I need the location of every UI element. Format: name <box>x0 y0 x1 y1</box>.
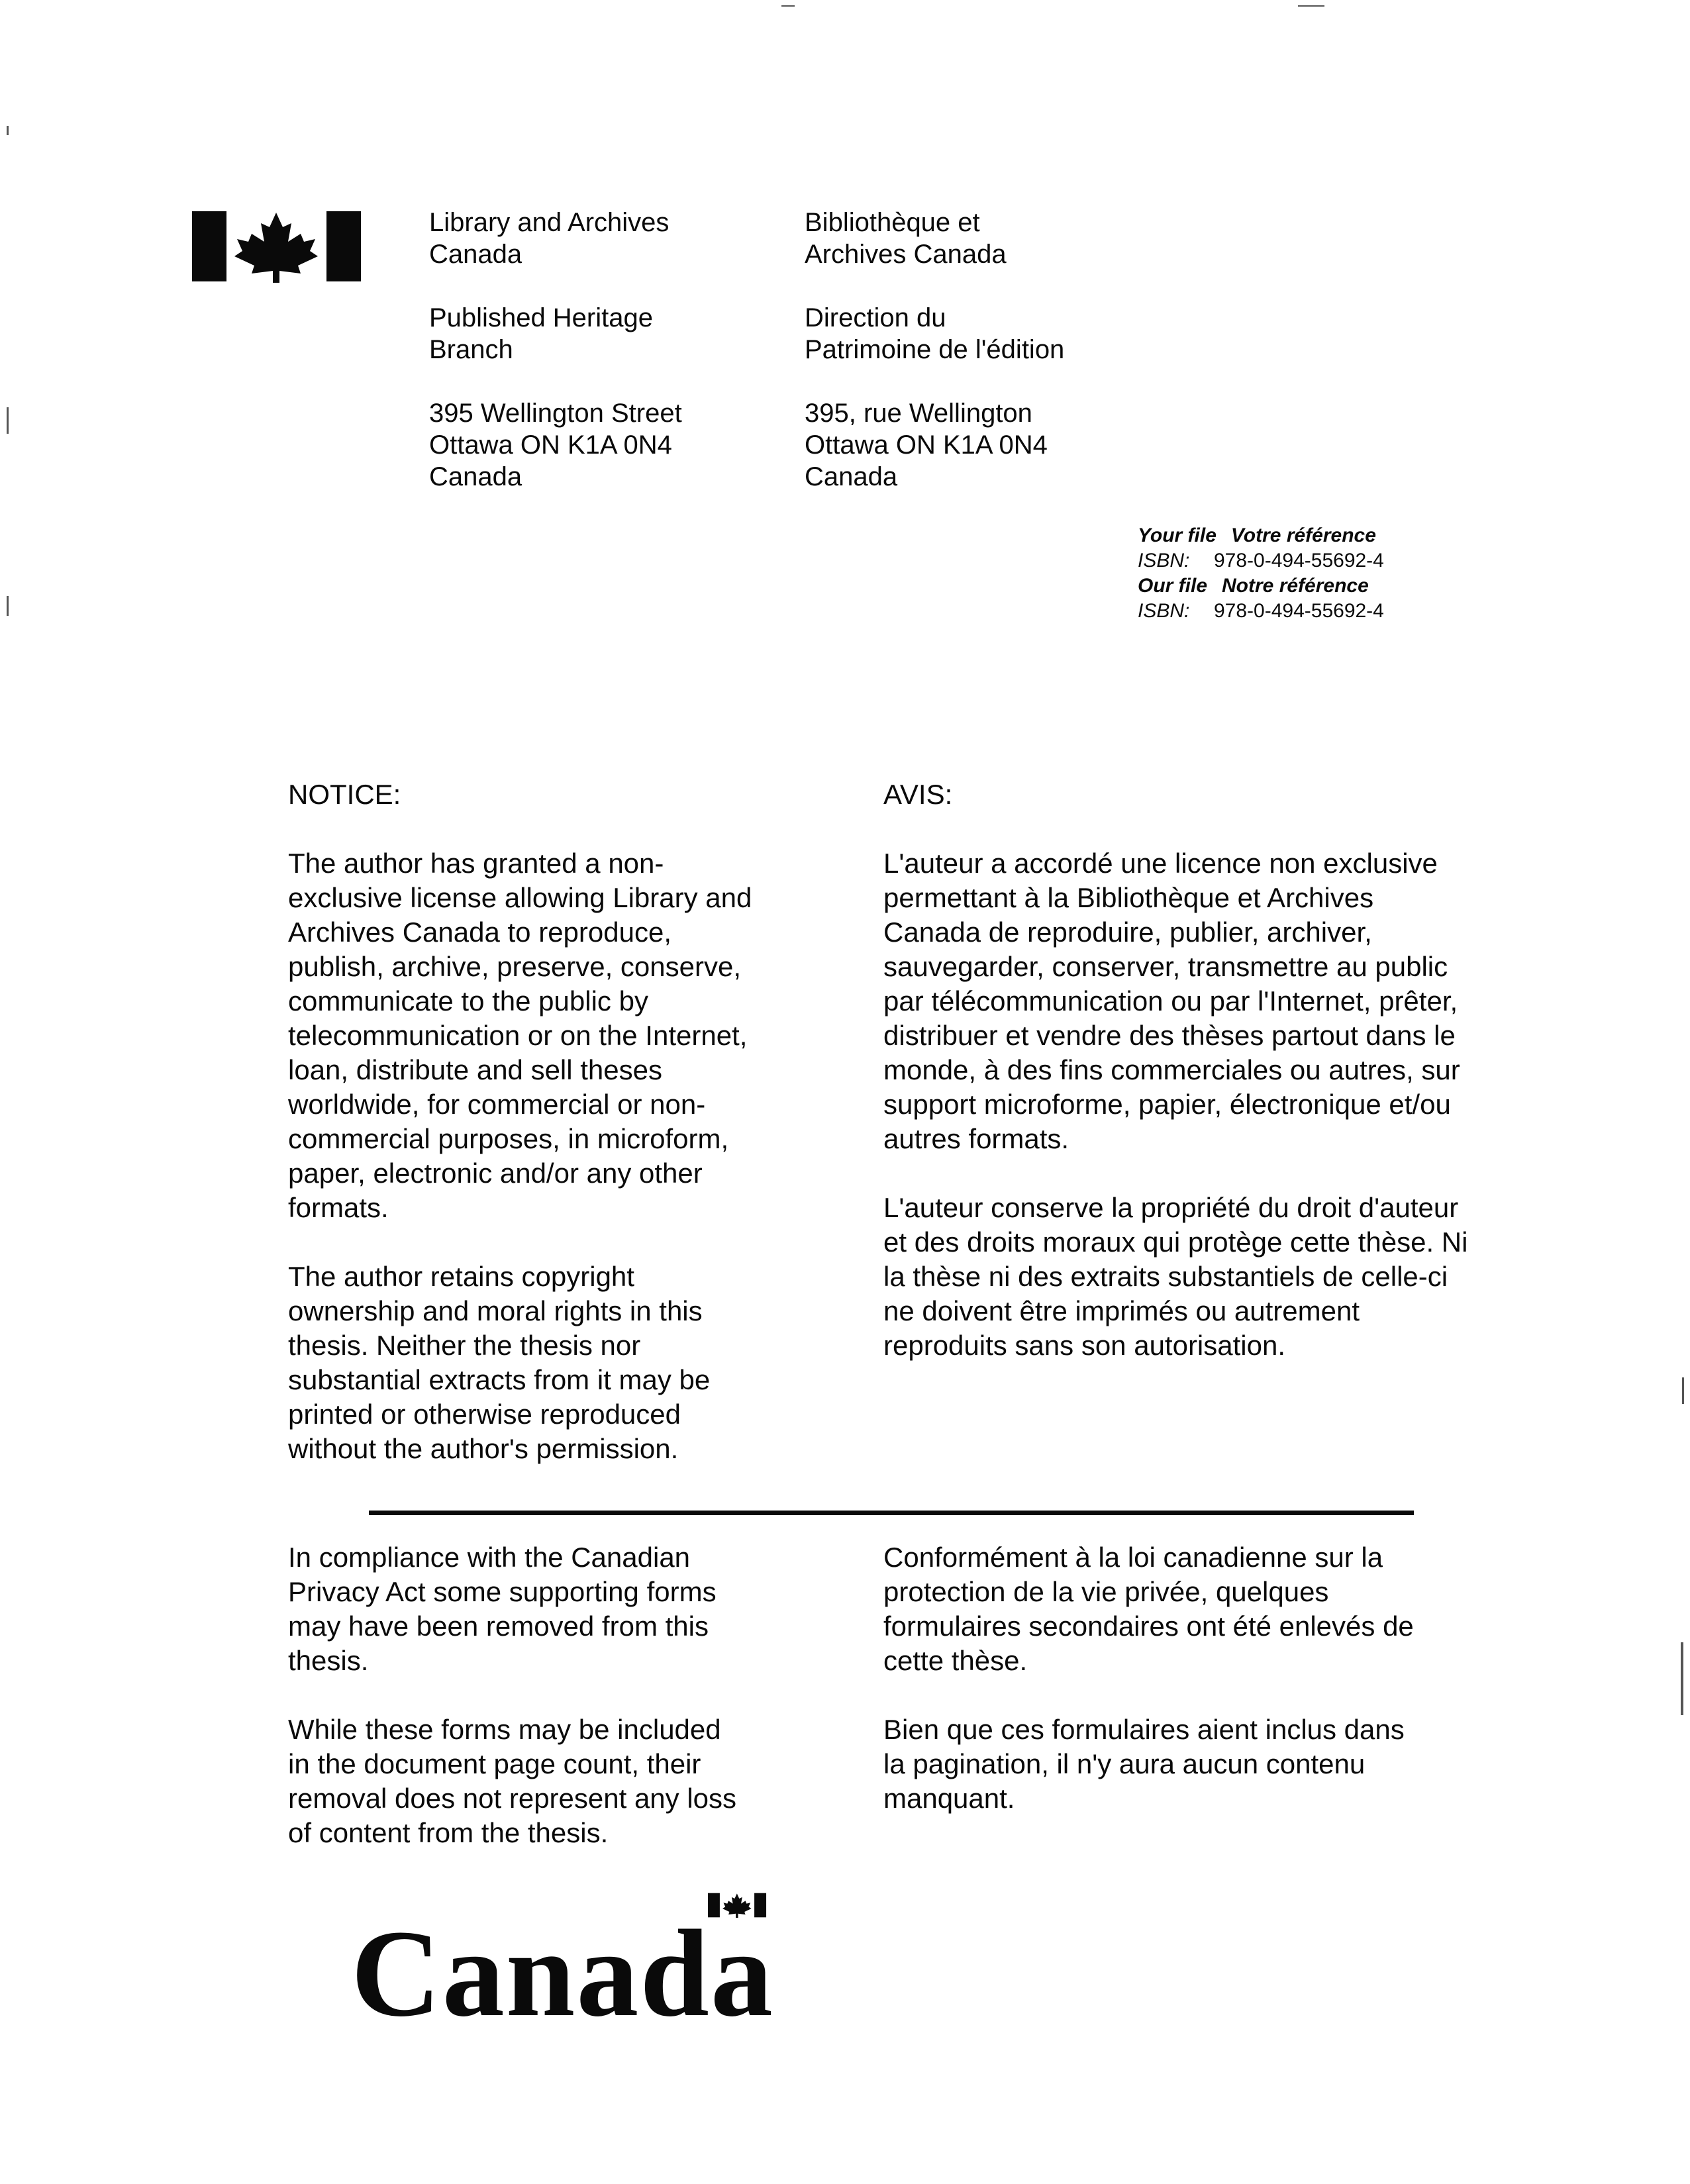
text-line: 395, rue Wellington <box>805 399 1032 428</box>
notice-text <box>288 846 752 1466</box>
text-line: la pagination, il n'y aura aucun contenu <box>883 1748 1366 1779</box>
file-references <box>1138 523 1384 624</box>
text-line: manquant. <box>883 1783 1015 1814</box>
scan-artifact <box>7 126 9 135</box>
text-line: la thèse ni des extraits substantiels de celle-ci <box>883 1261 1448 1292</box>
text-line: thesis. Neither the thesis nor <box>288 1330 641 1361</box>
header-english <box>429 207 682 493</box>
paragraph <box>883 1540 1414 1678</box>
isbn-value: 978-0-494-55692-4 <box>1214 600 1384 622</box>
paragraph <box>288 1540 736 1678</box>
header-address-block <box>429 397 682 493</box>
text-line: cette thèse. <box>883 1645 1028 1676</box>
text-line: protection de la vie privée, quelques <box>883 1576 1329 1607</box>
text-line: distribuer et vendre des thèses partout dans le <box>883 1020 1456 1051</box>
maple-leaf-icon <box>192 210 361 283</box>
text-line: paper, electronic and/or any other <box>288 1158 703 1189</box>
text-line: 395 Wellington Street <box>429 399 682 428</box>
paragraph <box>288 1712 736 1850</box>
isbn-line-2 <box>1138 599 1384 624</box>
text-line: publish, archive, preserve, conserve, <box>288 951 741 982</box>
text-line: commercial purposes, in microform, <box>288 1123 729 1154</box>
text-line: communicate to the public by <box>288 985 648 1017</box>
text-line: permettant à la Bibliothèque et Archives <box>883 882 1374 913</box>
privacy-notice-english <box>288 1540 736 1850</box>
text-line: par télécommunication ou par l'Internet, prêter, <box>883 985 1458 1017</box>
text-line: Canada <box>429 462 522 491</box>
text-line: formats. <box>288 1192 389 1223</box>
scan-artifact <box>1681 1642 1683 1715</box>
text-line: in the document page count, their <box>288 1748 701 1779</box>
canada-wordmark: Canada <box>351 1904 774 2042</box>
header-address-block <box>805 397 1064 493</box>
text-line: substantial extracts from it may be <box>288 1364 711 1395</box>
divider-rule <box>369 1511 1414 1515</box>
text-line: In compliance with the Canadian <box>288 1542 691 1573</box>
header-address-block <box>429 302 682 366</box>
text-line: Privacy Act some supporting forms <box>288 1576 717 1607</box>
isbn-value: 978-0-494-55692-4 <box>1214 550 1384 571</box>
scan-artifact <box>781 5 795 7</box>
text-line: et des droits moraux qui protège cette thèse. Ni <box>883 1226 1468 1258</box>
header-address-block <box>429 207 682 270</box>
text-line: Ottawa ON K1A 0N4 <box>805 430 1048 460</box>
text-line: Patrimoine de l'édition <box>805 335 1065 364</box>
text-line: may have been removed from this <box>288 1611 709 1642</box>
privacy-notice-french <box>883 1540 1414 1816</box>
text-line: ne doivent être imprimés ou autrement <box>883 1295 1360 1326</box>
text-line: exclusive license allowing Library and <box>288 882 752 913</box>
text-line: Conformément à la loi canadienne sur la <box>883 1542 1383 1573</box>
text-line: Canada <box>429 240 522 269</box>
scan-artifact <box>1298 5 1324 7</box>
text-line: removal does not represent any loss <box>288 1783 737 1814</box>
paragraph <box>288 846 752 1225</box>
canada-flag-symbol <box>192 210 361 283</box>
text-line: autres formats. <box>883 1123 1069 1154</box>
header-address-block <box>805 302 1064 366</box>
text-line: monde, à des fins commerciales ou autres, sur <box>883 1054 1460 1085</box>
votre-reference-label: Votre référence <box>1230 524 1376 546</box>
notre-reference-label: Notre référence <box>1222 575 1369 597</box>
paragraph <box>288 1260 752 1466</box>
text-line: The author retains copyright <box>288 1261 634 1292</box>
paragraph <box>883 1191 1467 1363</box>
isbn-line-1 <box>1138 548 1384 573</box>
isbn-label: ISBN: <box>1138 600 1190 622</box>
text-line: support microforme, papier, électronique et/ou <box>883 1089 1451 1120</box>
text-line: Library and Archives <box>429 208 670 237</box>
your-file-label: Your file <box>1138 524 1217 546</box>
header-french <box>805 207 1064 493</box>
our-file-label: Our file <box>1138 575 1208 597</box>
text-line: Archives Canada <box>805 240 1007 269</box>
text-line: sauvegarder, conserver, transmettre au public <box>883 951 1448 982</box>
our-file-line <box>1138 573 1384 599</box>
text-line: Archives Canada to reproduce, <box>288 917 671 948</box>
scan-artifact <box>7 596 9 616</box>
notice-heading: NOTICE: <box>288 779 401 810</box>
text-line: The author has granted a non- <box>288 848 664 879</box>
avis-text <box>883 846 1467 1363</box>
your-file-line <box>1138 523 1384 548</box>
text-line: formulaires secondaires ont été enlevés de <box>883 1611 1414 1642</box>
text-line: telecommunication or on the Internet, <box>288 1020 748 1051</box>
text-line: of content from the thesis. <box>288 1817 609 1848</box>
text-line: thesis. <box>288 1645 369 1676</box>
text-line: Bibliothèque et <box>805 208 980 237</box>
avis-heading: AVIS: <box>883 779 953 810</box>
text-line: L'auteur a accordé une licence non exclusive <box>883 848 1438 879</box>
text-line: Branch <box>429 335 513 364</box>
text-line: worldwide, for commercial or non- <box>288 1089 706 1120</box>
text-line: Canada <box>805 462 898 491</box>
text-line: L'auteur conserve la propriété du droit d'auteur <box>883 1192 1459 1223</box>
text-line: printed or otherwise reproduced <box>288 1399 681 1430</box>
paragraph <box>883 846 1467 1156</box>
text-line: without the author's permission. <box>288 1433 679 1464</box>
scan-artifact <box>1682 1377 1684 1404</box>
text-line: reproduits sans son autorisation. <box>883 1330 1286 1361</box>
text-line: Canada de reproduire, publier, archiver, <box>883 917 1372 948</box>
text-line: loan, distribute and sell theses <box>288 1054 663 1085</box>
scan-artifact <box>7 407 9 434</box>
paragraph <box>883 1712 1414 1816</box>
text-line: Bien que ces formulaires aient inclus dans <box>883 1714 1405 1745</box>
text-line: Ottawa ON K1A 0N4 <box>429 430 672 460</box>
isbn-label: ISBN: <box>1138 550 1190 571</box>
text-line: ownership and moral rights in this <box>288 1295 703 1326</box>
text-line: Published Heritage <box>429 303 653 332</box>
text-line: Direction du <box>805 303 946 332</box>
header-address-block <box>805 207 1064 270</box>
text-line: While these forms may be included <box>288 1714 721 1745</box>
